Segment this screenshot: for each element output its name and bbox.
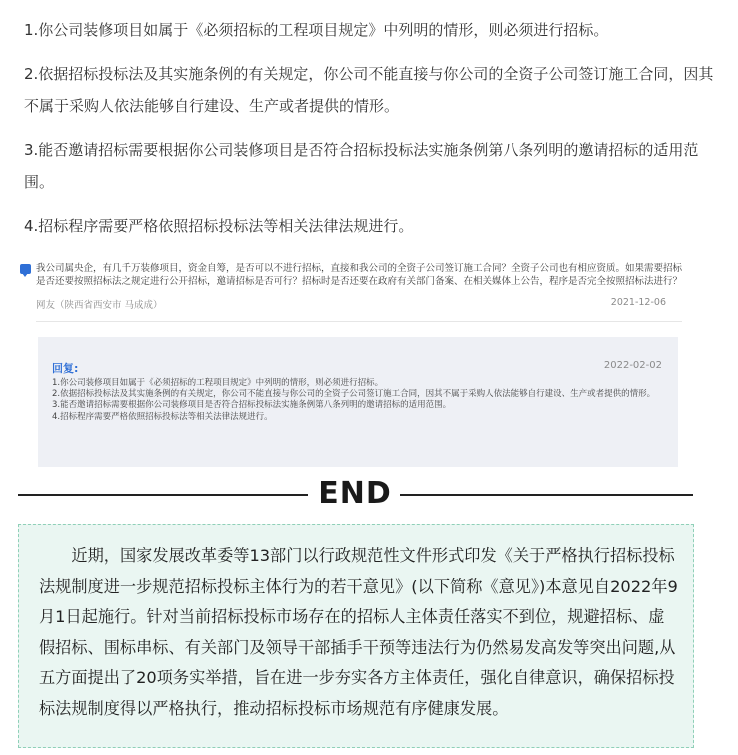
- reply-line-1: 1.你公司装修项目如属于《必须招标的工程项目规定》中列明的情形，则必须进行招标。: [52, 378, 384, 388]
- reply-line-4: 4.招标程序需要严格依照招标投标法等相关法律法规进行。: [52, 411, 273, 422]
- answer-paragraph-1: 1.你公司装修项目如属于《必须招标的工程项目规定》中列明的情形，则必须进行招标。: [24, 21, 609, 39]
- reply-title: 回复:: [52, 362, 79, 375]
- reply-date: 2022-02-02: [603, 360, 662, 371]
- question-text: 我公司属央企，有几千万装修项目，资金自筹，是否可以不进行招标，直接和我公司的全资子公司签订施工合同？全资子公司也有相应资质。如果需要招标是否还要按照招标法之规定进行公开招标，邀请招标是否可行？招标时是否还要在政府有关部门备案、在相关媒体上公告，程序是否完全按照招标法进行？: [36, 263, 683, 287]
- embedded-question-card: [36, 258, 682, 322]
- answer-paragraph-2: 2.依据招标投标法及其实施条例的有关规定，你公司不能直接与你公司的全资子公司签订施工合同，因其不属于采购人依法能够自行建设、生产或者提供的情形。: [24, 65, 714, 115]
- notice-box: [18, 524, 694, 748]
- answer-paragraph-3: 3.能否邀请招标需要根据你公司装修项目是否符合招标投标法实施条例第八条列明的邀请招标的适用范围。: [24, 141, 699, 191]
- end-label: END: [318, 476, 392, 511]
- question-meta: [36, 297, 682, 313]
- notice-text: 近期，国家发展改革委等13部门以行政规范性文件形式印发《关于严格执行招标投标法规制度进一步规范招标投标主体行为的若干意见》(以下简称《意见》)本意见自2022年9月1日起施行。针对当前招标投标市场存在的招标人主体责任落实不到位，规避招标、虚假招标、围标串标、有关部门及领导干部插手干预等违法行为仍然易发高发等突出问题,从五方面提出了20项务实举措，旨在进一步夯实各方主体责任，强化自律意识，确保招标投标法规制度得以严格执行，推动招标投标市场规范有序健康发展。: [39, 546, 678, 718]
- reply-line-2: 2.依据招标投标法及其实施条例的有关规定，你公司不能直接与你公司的全资子公司签订施工合同，因其不属于采购人依法能够自行建设、生产或者提供的情形。: [52, 389, 656, 400]
- speech-bubble-icon: [20, 264, 31, 274]
- asker-name: 网友（陕西省西安市 马成成）: [36, 300, 163, 311]
- end-divider-right: [400, 494, 693, 496]
- reply-content: [52, 378, 672, 423]
- answer-paragraph-4: 4.招标程序需要严格依照招标投标法等相关法律法规进行。: [24, 217, 414, 235]
- end-divider-left: [18, 494, 308, 496]
- divider: [36, 321, 682, 322]
- reply-line-3: 3.能否邀请招标需要根据你公司装修项目是否符合招标投标法实施条例第八条列明的邀请招标的适用范围。: [52, 400, 452, 411]
- reply-box: [38, 337, 678, 467]
- question-date: 2021-12-06: [610, 297, 666, 308]
